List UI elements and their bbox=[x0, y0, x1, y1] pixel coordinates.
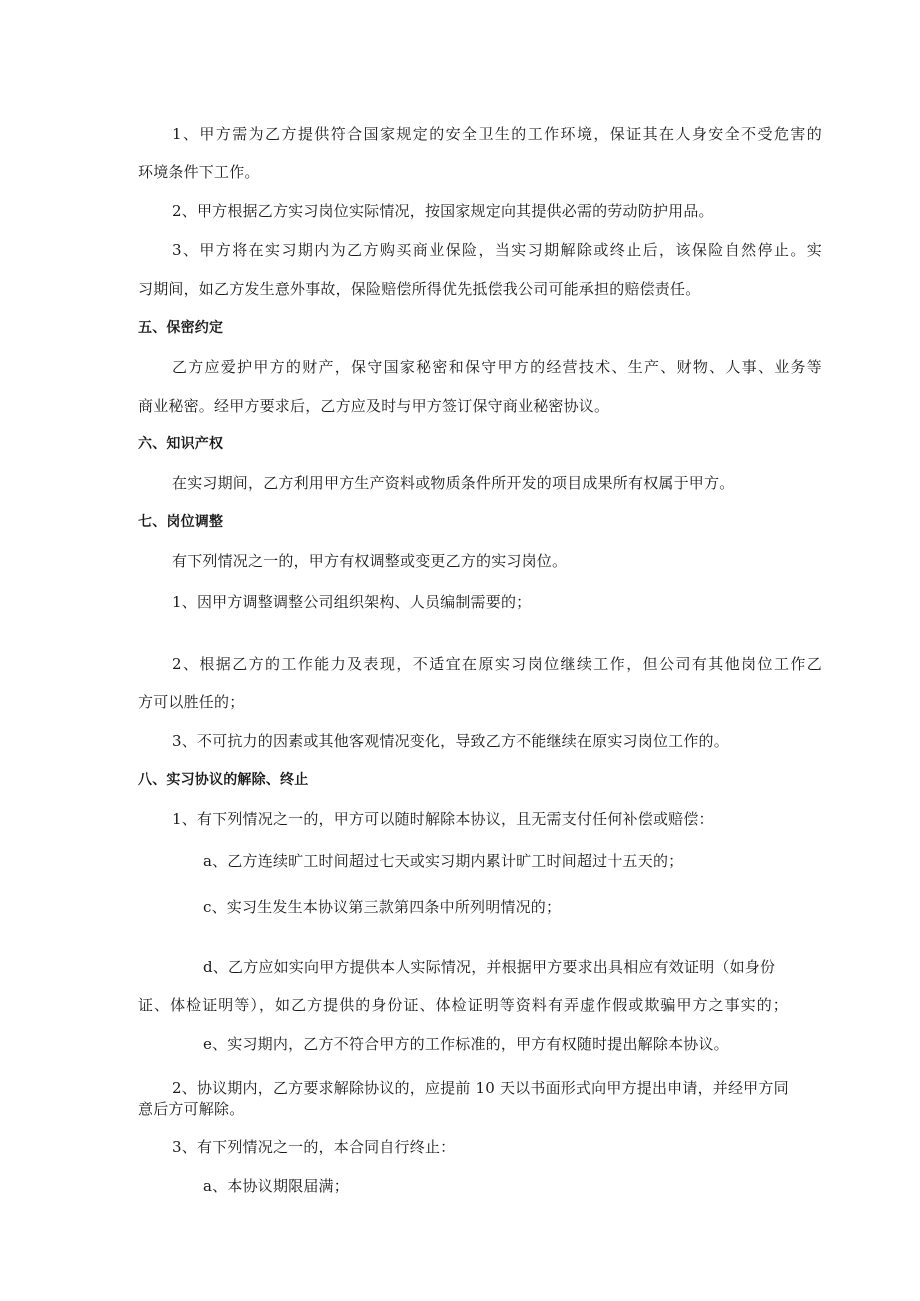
sec8-item1-c: c、实习生发生本协议第三款第四条中所列明情况的； bbox=[203, 898, 562, 916]
sec7-item2-line2: 方可以胜任的； bbox=[138, 693, 245, 711]
sec4-item1-line2: 环境条件下工作。 bbox=[138, 163, 260, 181]
sec7-item3: 3、不可抗力的因素或其他客观情况变化，导致乙方不能继续在原实习岗位工作的。 bbox=[172, 732, 729, 750]
sec5-para-line2: 商业秘密。经甲方要求后，乙方应及时与甲方签订保守商业秘密协议。 bbox=[138, 397, 610, 415]
sec6-para: 在实习期间，乙方利用甲方生产资料或物质条件所开发的项目成果所有权属于甲方。 bbox=[172, 474, 735, 492]
sec8-item1-e: e、实习期内，乙方不符合甲方的工作标准的，甲方有权随时提出解除本协议。 bbox=[203, 1035, 729, 1053]
sec8-item3-a: a、本协议期限届满； bbox=[203, 1177, 349, 1195]
sec5-heading: 五、保密约定 bbox=[138, 320, 224, 336]
sec4-item3-line2: 习期间，如乙方发生意外事故，保险赔偿所得优先抵偿我公司可能承担的赔偿责任。 bbox=[138, 280, 701, 298]
sec8-item1-a: a、乙方连续旷工时间超过七天或实习期内累计旷工时间超过十五天的； bbox=[203, 852, 684, 870]
sec7-heading: 七、岗位调整 bbox=[138, 514, 224, 530]
sec5-para-line1: 乙方应爱护甲方的财产，保守国家秘密和保守甲方的经营技术、生产、财物、人事、业务等 bbox=[172, 358, 822, 376]
sec8-heading: 八、实习协议的解除、终止 bbox=[138, 772, 309, 788]
sec7-item1: 1、因甲方调整调整公司组织架构、人员编制需要的； bbox=[172, 593, 532, 611]
sec8-item2-line1: 2、协议期内，乙方要求解除协议的，应提前 10 天以书面形式向甲方提出申请，并经甲方同 bbox=[172, 1079, 789, 1097]
sec4-item3-line1: 3、甲方将在实习期内为乙方购买商业保险，当实习期解除或终止后，该保险自然停止。实 bbox=[172, 241, 822, 259]
sec8-item1-d-line1: d、乙方应如实向甲方提供本人实际情况，并根据甲方要求出具相应有效证明（如身份 bbox=[203, 958, 776, 976]
sec8-item1-d-line2: 证、体检证明等），如乙方提供的身份证、体检证明等资料有弄虚作假或欺骗甲方之事实的； bbox=[138, 996, 788, 1014]
sec8-item1: 1、有下列情况之一的，甲方可以随时解除本协议，且无需支付任何补偿或赔偿： bbox=[172, 810, 714, 828]
sec6-heading: 六、知识产权 bbox=[138, 436, 224, 452]
sec8-item3: 3、有下列情况之一的，本合同自行终止： bbox=[172, 1138, 456, 1156]
sec4-item1-line1: 1、甲方需为乙方提供符合国家规定的安全卫生的工作环境，保证其在人身安全不受危害的 bbox=[172, 125, 822, 143]
sec4-item2: 2、甲方根据乙方实习岗位实际情况，按国家规定向其提供必需的劳动防护用品。 bbox=[172, 202, 714, 220]
sec7-intro: 有下列情况之一的，甲方有权调整或变更乙方的实习岗位。 bbox=[172, 552, 568, 570]
sec8-item2-line2: 意后方可解除。 bbox=[138, 1100, 245, 1118]
sec7-item2-line1: 2、根据乙方的工作能力及表现，不适宜在原实习岗位继续工作，但公司有其他岗位工作乙 bbox=[172, 655, 822, 673]
